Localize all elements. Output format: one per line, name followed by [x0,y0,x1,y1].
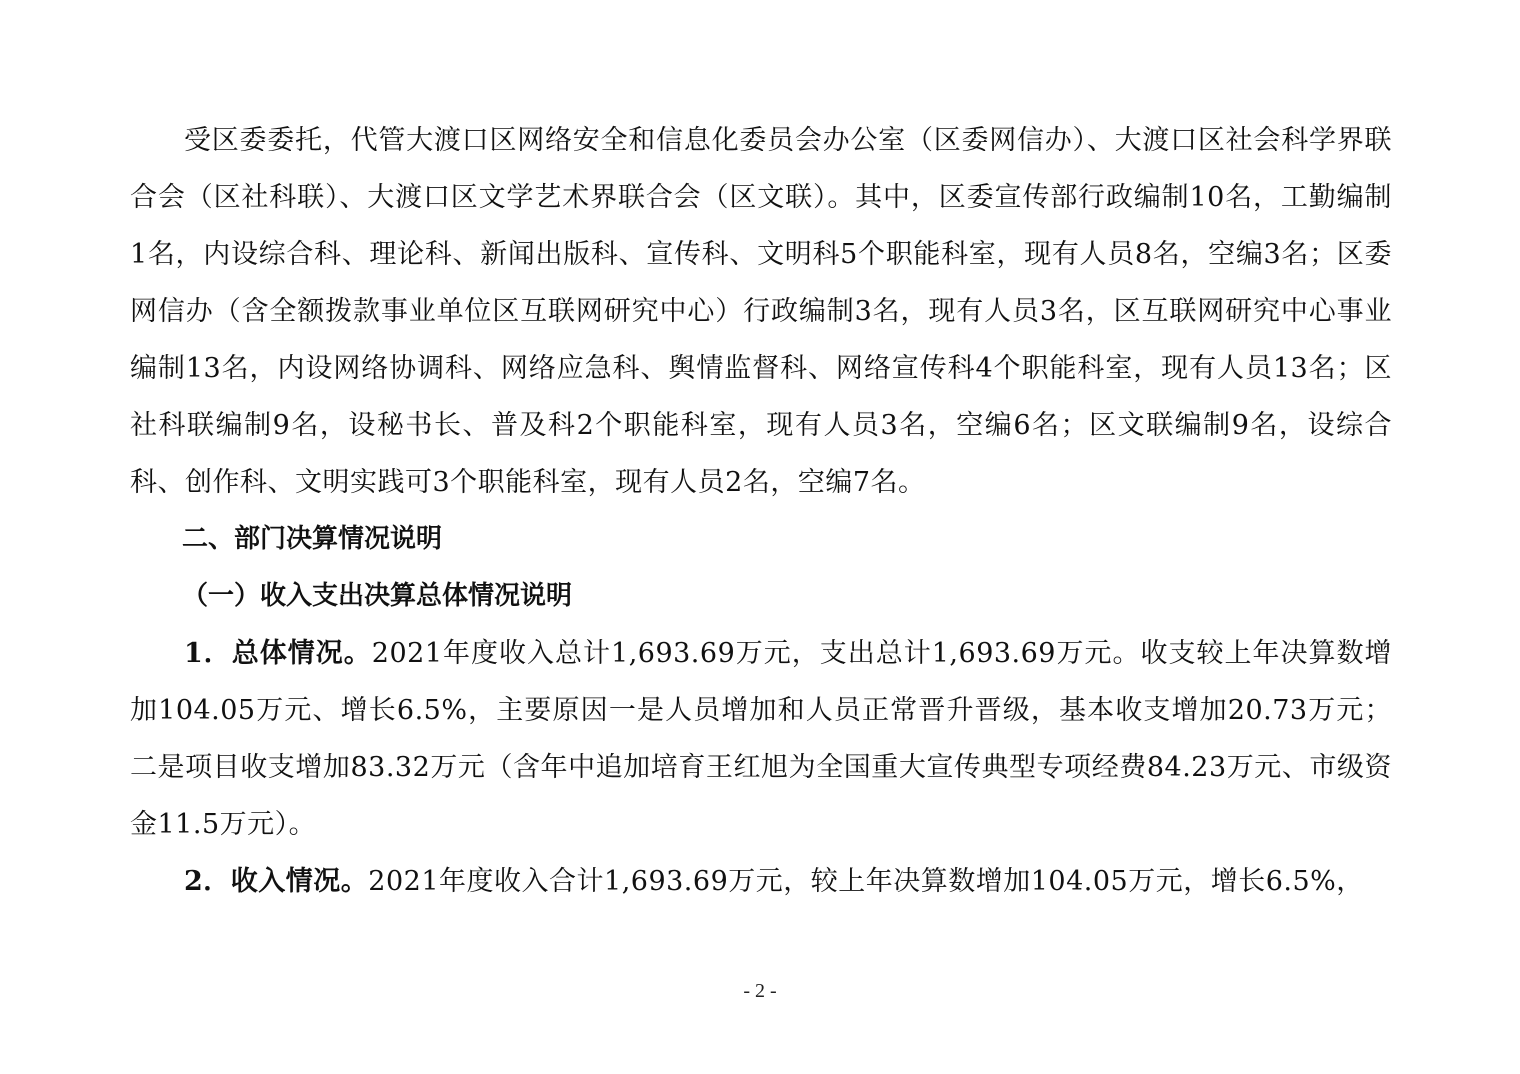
document-body [130,112,1392,910]
overall-lead: 1．总体情况。 [184,638,372,669]
overall-text: 2021年度收入总计1,693.69万元，支出总计1,693.69万元。收支较上年决算数增加104.05万元、增长6.5%，主要原因一是人员增加和人员正常晋升晋级，基本收支增加20.73万元；二是项目收支增加83.32万元（含年中追加培育王红旭为全国重大宣传典型专项经费84.23万元、市级资金11.5万元）。 [130,638,1392,840]
income-text: 2021年度收入合计1,693.69万元，较上年决算数增加104.05万元，增长6.5%， [368,866,1364,897]
paragraph-overall [130,625,1392,853]
subsection-heading: （一）收入支出决算总体情况说明 [182,581,573,611]
income-lead: 2．收入情况。 [184,866,369,897]
page-number: - 2 - [743,980,777,1002]
paragraph-income [130,853,1392,910]
paragraph-staffing: 受区委委托，代管大渡口区网络安全和信息化委员会办公室（区委网信办）、大渡口区社会科学界联合会（区社科联）、大渡口区文学艺术界联合会（区文联）。其中，区委宣传部行政编制10名，工勤编制1名，内设综合科、理论科、新闻出版科、宣传科、文明科5个职能科室，现有人员8名，空编3名；区委网信办（含全额拨款事业单位区互联网研究中心）行政编制3名，现有人员3名，区互联网研究中心事业编制13名，内设网络协调科、网络应急科、舆情监督科、网络宣传科4个职能科室，现有人员13名；区社科联编制9名，设秘书长、普及科2个职能科室，现有人员3名，空编6名；区文联编制9名，设综合科、创作科、文明实践可3个职能科室，现有人员2名，空编7名。 [130,125,1392,498]
section-heading: 二、部门决算情况说明 [182,524,443,554]
